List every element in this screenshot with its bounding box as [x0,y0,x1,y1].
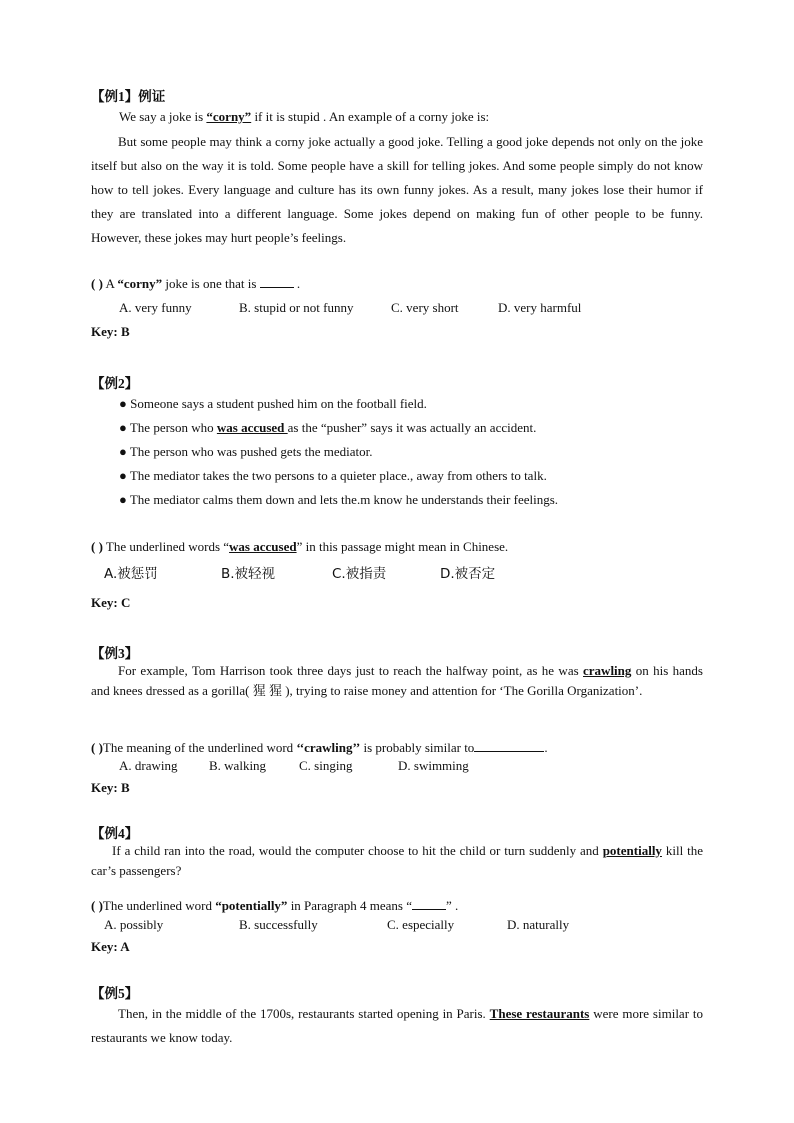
underlined-word-corny: “corny” [206,109,252,124]
example-5-header: 【例5】 [91,986,139,1001]
option-c: C. singing [299,758,353,773]
paragraph-text: For example, Tom Harrison took three days just to reach the halfway point, as he was [118,663,584,678]
example-3-header: 【例3】 [91,646,139,661]
example-4-question [91,898,458,914]
bullet-item-3: ● The person who was pushed gets the mediator. [119,444,373,459]
paragraph-text: Then, in the middle of the 1700s, restaurants started opening in Paris. [118,1006,490,1021]
paragraph-text-end: were more similar to restaurants we know today. [91,1006,704,1045]
option-c: C.被指责 [332,566,387,582]
paragraph-text: If a child ran into the road, would the computer choose to hit the child or turn suddenly and [112,843,603,858]
option-d: D. naturally [507,917,570,932]
option-a: A. possibly [104,917,164,932]
answer-blank [260,276,294,288]
example-1-header: 【例1】例证 [91,89,166,104]
question-keyword: “potentially” [215,898,288,913]
underlined-word-potentially: potentially [602,843,662,858]
option-b: B.被轻视 [221,566,276,582]
option-b: B. walking [209,758,267,773]
example-1-paragraph: But some people may think a corny joke actually a good joke. Telling a good joke depends not only on the joke itself but also on the way it is told. Some people have a skill for telling jokes. And some people simply do not know how to tell jokes. Every language and culture has its own funny jokes. As a result, many jokes lose their humor if they are translated into a different language. Some jokes depend on making fun of other people to be funny. However, these jokes may hurt people’s feelings. [91,134,703,245]
example-4-key: Key: A [91,939,130,954]
question-end: ” . [445,898,459,913]
question-text: The underlined words “ [102,539,230,554]
example-4-header: 【例4】 [91,826,139,841]
answer-paren: ( ) [91,898,103,913]
example-2-question [91,539,508,555]
question-end: . [544,740,548,755]
question-text-end: ” in this passage might mean in Chinese. [296,539,509,554]
paragraph-text-end: on his hands and knees dressed as a gorilla( 猩 猩 ), trying to raise money and attention for ‘The Gorilla Organization’. [91,663,703,698]
option-b: B. stupid or not funny [239,300,354,315]
bullet-item-5: ● The mediator calms them down and lets the.m know he understands their feelings. [119,492,559,507]
underlined-word-crawling: crawling [583,663,632,678]
example-5-paragraph [91,1002,703,1050]
question-text-mid: is probably similar to [360,740,475,755]
option-d: D. swimming [398,758,469,773]
answer-blank [412,898,446,910]
example-3-question [91,740,548,756]
question-text: A [102,276,118,291]
example-1-intro [119,109,489,125]
option-c: C. very short [391,300,459,315]
example-1-key: Key: B [91,324,130,339]
answer-paren: ( ) [91,539,103,554]
option-d: D. very harmful [498,300,582,315]
question-end: . [293,276,301,291]
option-d: D.被否定 [440,566,496,582]
bullet-item-2 [119,420,536,436]
example-3-key: Key: B [91,780,130,795]
question-keyword: ‘‘crawling’’ [296,740,361,755]
example-2-key: Key: C [91,595,131,610]
example-3-paragraph [91,661,703,701]
bullet-text-end: as the “pusher” says it was actually an accident. [287,420,537,435]
answer-blank [474,740,544,752]
question-text: The meaning of the underlined word [102,740,297,755]
example-1-question [91,276,300,292]
option-b: B. successfully [239,917,318,932]
bullet-text: ● The person who [119,420,217,435]
question-keyword: was accused [229,539,297,554]
bullet-item-1: ● Someone says a student pushed him on the football field. [119,396,427,411]
option-a: A. drawing [119,758,178,773]
answer-paren: ( ) [91,276,103,291]
question-keyword: “corny” [117,276,163,291]
paragraph-text-end: kill the car’s passengers? [91,843,703,878]
question-text-mid: in Paragraph 4 means “ [287,898,412,913]
example-2-header: 【例2】 [91,376,139,391]
option-a: A. very funny [119,300,192,315]
answer-paren: ( ) [91,740,103,755]
option-a: A.被惩罚 [104,566,158,582]
option-c: C. especially [387,917,455,932]
intro-text: We say a joke is [119,109,207,124]
intro-text-end: if it is stupid . An example of a corny joke is: [251,109,490,124]
example-4-paragraph [91,841,703,881]
question-text: The underlined word [102,898,216,913]
underlined-word-was-accused: was accused [216,420,288,435]
underlined-word-these-restaurants: These restaurants [489,1006,590,1021]
bullet-item-4: ● The mediator takes the two persons to a quieter place., away from others to talk. [119,468,547,483]
question-text-mid: joke is one that is [162,276,260,291]
